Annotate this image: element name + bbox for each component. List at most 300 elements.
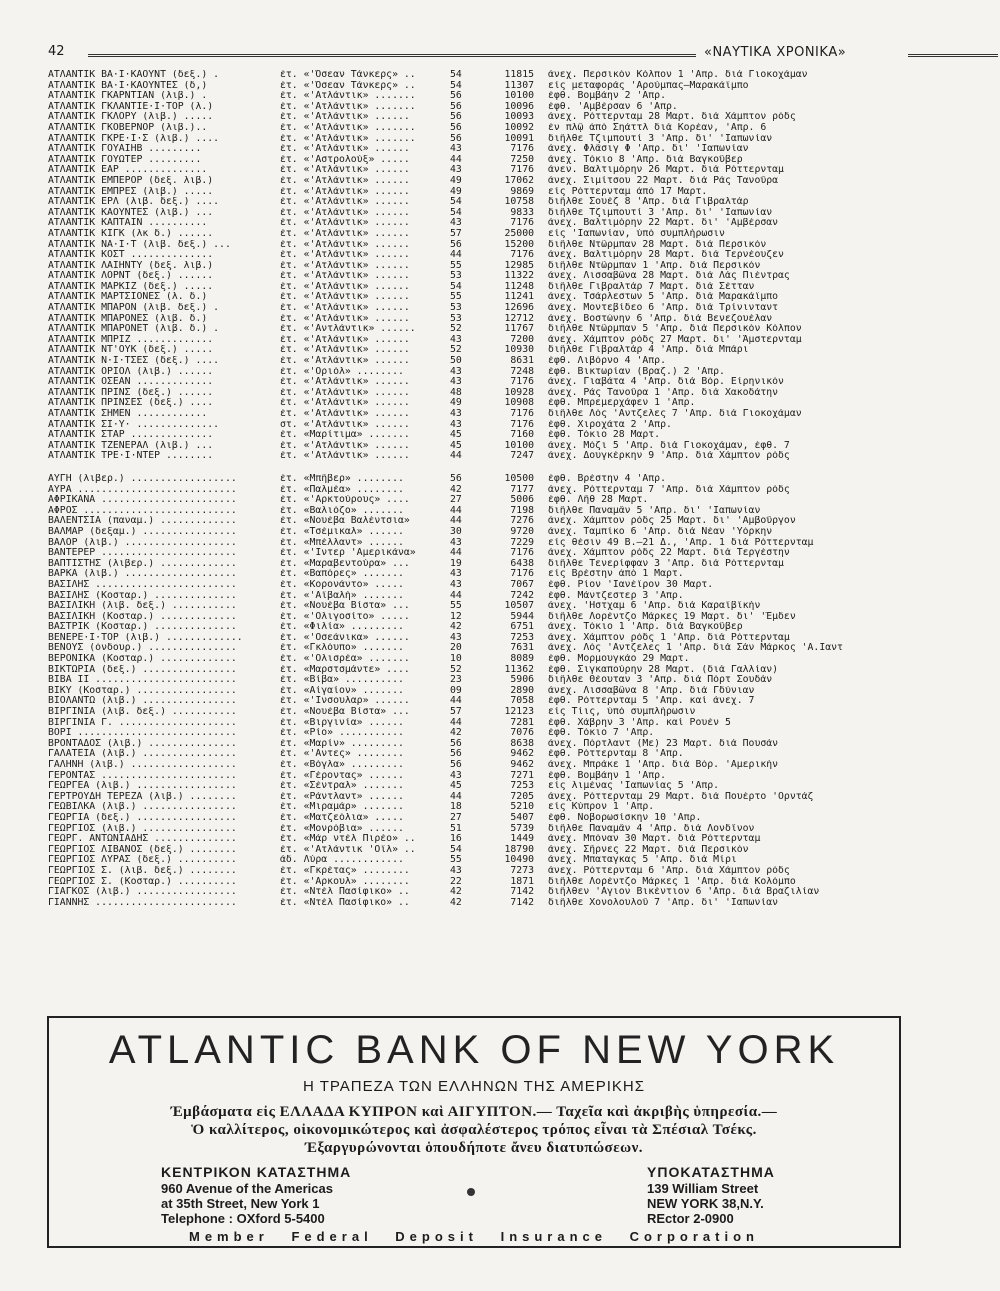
position-status: άνεχ. Τσάρλεστων 5 'Απρ. διὰ Μαρακάϊμπο [548,292,779,303]
owner-company: έτ. «'Ατλάντικ» ...... [280,313,410,324]
tonnage: 7176 [510,218,534,229]
branch-phone: REctor 2-0900 [647,1211,734,1226]
owner-company: έτ. «'Αρκουλ» ........ [280,876,410,887]
ship-name: ΑΤΛΑΝΤΙΚ ΠΡΙΝΣΕΣ (δεξ.) .... [48,398,214,409]
page-header [48,44,948,66]
main-branch-address-1: 960 Avenue of the Americas [161,1181,333,1196]
ship-row [48,771,948,782]
ship-name: ΓΙΑΓΚΟΣ (λιβ.) ................. [48,887,237,898]
tonnage: 9462 [510,760,534,770]
ship-row [48,633,948,644]
ship-row [48,165,948,176]
build-year: 44 [450,516,462,527]
ship-name: ΑΤΛΑΝΤΙΚ ΓΟΥΩΤΕΡ ......... [48,154,202,165]
build-year: 52 [450,664,462,675]
build-year: 56 [450,101,462,112]
branch-heading: ΥΠΟΚΑΤΑΣΤΗΜΑ [647,1164,775,1180]
position-status: είς Βρέστην ἀπὸ 1 Μαρτ. [548,569,684,580]
owner-company: έτ. «'Ατλάντικ» ...... [280,303,410,314]
ship-name: ΑΤΛΑΝΤΙΚ ΜΑΡΚΙΖ (δεξ.) ..... [48,281,214,292]
ship-name: ΑΥΡΑ ........................... [48,484,237,495]
tonnage: 7631 [510,643,534,654]
build-year: 55 [450,855,462,866]
build-year: 22 [450,876,462,887]
ship-name: ΒΑΣΙΛΗΣ (Κοσταρ.) .............. [48,590,237,601]
ship-name: ΓΑΛΗΝΗ (λιβ.) .................. [48,760,237,770]
ship-name: ΒΙΚΥ (Κοσταρ.) ................. [48,685,237,696]
ship-row [48,335,948,346]
ship-name: ΓΕΩΡΓΙΟΣ ΛΥΡΑΣ (δεξ.) .......... [48,855,237,866]
position-status: διῆλθε Θέουταν 3 'Απρ. διὰ Πὸρτ Σουδὰν [548,675,773,686]
ship-name: ΑΤΛΑΝΤΙΚ ΓΚΑΡΝΤΙΑΝ (λιβ.) . [48,91,208,102]
ship-name: ΑΤΛΑΝΤΙΚ ΜΠΡΙΖ ............. [48,334,214,345]
build-year: 45 [450,440,462,451]
tonnage: 11767 [504,324,534,335]
position-status: άνεχ. Μοντεβίδεο 6 'Απρ. διὰ Τρίνινταντ [548,303,779,314]
position-status: έφθ. Μορμουγκάο 29 Μαρτ. [548,654,690,665]
ship-row [48,601,948,612]
build-year: 23 [450,675,462,686]
owner-company: έτ. «'Ατλάντικ» ...... [280,356,410,367]
ship-row [48,675,948,686]
position-status: διῆλθε Ντῶρμπαν 28 Μαρτ. διὰ Περσικὸν [548,239,767,250]
build-year: 43 [450,144,462,155]
owner-company: έτ. «'Ατλάντικ» ...... [280,112,410,123]
build-year: 43 [450,632,462,643]
build-year: 48 [450,387,462,398]
tonnage: 7142 [510,887,534,898]
ship-row [48,409,948,420]
build-year: 43 [450,218,462,229]
position-status: διῆλθε Τζιμπουτί 3 'Απρ. δι' 'Ιαπωνίαν [548,133,773,144]
ship-name: ΒΑΛΜΑΡ (δεξαμ.) ................ [48,526,237,537]
ship-name: ΑΤΛΑΝΤΙΚ ΣΤΑΡ .............. [48,430,214,441]
ship-name: ΑΤΛΑΝΤΙΚ ΕΡΛ (λιβ. δεξ.) .... [48,197,220,208]
ship-name: ΑΤΛΑΝΤΙΚ ΕΜΠΕΡΟΡ (δεξ. λιβ.) [48,175,214,186]
tonnage: 1449 [510,834,534,845]
ship-row [48,70,948,81]
position-status: διῆλθε Παναμᾶν 4 'Απρ. διὰ Λονδῖνον [548,823,755,834]
build-year: 49 [450,398,462,409]
main-branch-heading: ΚΕΝΤΡΙΚΟΝ ΚΑΤΑΣΤΗΜΑ [161,1164,352,1180]
owner-company: έτ. «Τσέμικαλ» ...... [280,526,404,537]
ship-name: ΒΑΣΤΡΙΚ (Κοσταρ.) .............. [48,622,237,633]
position-status: άνεχ. Τόκιο 1 'Απρ. διὰ Βαγκοῦβερ [548,622,743,633]
owner-company: έτ. «Γέροντας» ...... [280,770,404,781]
tonnage: 11362 [504,664,534,675]
ship-name: ΒΑΣΙΛΗΣ ........................ [48,579,237,590]
position-status: έφθ. Χιροχάτα 2 'Απρ. [548,419,672,430]
position-status: έφθ. Σιγκαπούρην 28 Μαρτ. (διὰ Γαλλίαν) [548,664,779,675]
owner-company: έτ. «'Ατλάντικ» ...... [280,175,410,186]
build-year: 53 [450,313,462,324]
build-year: 54 [450,281,462,292]
build-year: 44 [450,250,462,261]
owner-company: έτ. «'Ατλάντικ» ...... [280,334,410,345]
tonnage: 10096 [504,101,534,112]
ship-row [48,208,948,219]
build-year: 54 [450,70,462,80]
position-status: άνεχ. Μόζι 5 'Απρ. διὰ Γιοκοχάμαν, έφθ. 7 [548,440,790,451]
ship-name: ΒΙΡΓΙΝΙΑ (λιβ. δεξ.) ........... [48,707,237,718]
journal-title: «ΝΑΥΤΙΚΑ ΧΡΟΝΙΚΑ» [704,45,847,60]
ship-row [48,314,948,325]
ship-row [48,282,948,293]
tonnage: 7200 [510,334,534,345]
ship-row [48,643,948,654]
tonnage: 17062 [504,175,534,186]
position-status: διῆλθε Ντῶρμπαν 5 'Απρ. διὰ Περσικὸν Κόλπον [548,324,802,335]
tonnage: 18790 [504,844,534,855]
position-status: διῆλθε Λὸς 'Αντζελες 7 'Απρ. διὰ Γιοκοχάμαν [548,409,802,419]
owner-company: έτ. «'Ατλάντικ» ...... [280,398,410,409]
owner-company: άδ. Λύρα ............ [280,855,404,866]
bank-subtitle: Η ΤΡΑΠΕΖΑ ΤΩΝ ΕΛΛΗΝΩΝ ΤΗΣ ΑΜΕΡΙΚΗΣ [302,1078,645,1095]
ship-name: ΓΕΡΤΡΟΥΔΗ ΤΕΡΕΖΑ (λιβ.) ........ [48,791,237,802]
tonnage: 9833 [510,207,534,218]
ship-row [48,548,948,559]
ship-row [48,866,948,877]
build-year: 09 [450,685,462,696]
build-year: 44 [450,696,462,707]
tonnage: 9720 [510,526,534,537]
bank-name: ATLANTIC BANK OF NEW YORK [108,1028,840,1072]
position-status: έφθ. 'Αμβέρσαν 6 'Απρ. [548,101,678,112]
tonnage: 7273 [510,865,534,876]
ship-name: ΑΤΛΑΝΤΙΚ ΜΠΑΡΟΝ (λιβ. δεξ.) . [48,303,220,314]
tonnage: 10093 [504,112,534,123]
build-year: 43 [450,377,462,388]
ship-row [48,240,948,251]
owner-company: έτ. «Παλμέα» ........ [280,484,404,495]
tonnage: 7160 [510,430,534,441]
tonnage: 10758 [504,197,534,208]
ship-row [48,781,948,792]
position-status: άνεχ. Μπαταγκας 5 'Απρ. διὰ Μίρι [548,855,737,866]
build-year: 50 [450,356,462,367]
build-year: 44 [450,791,462,802]
ship-name: ΑΤΛΑΝΤΙΚ ΠΡΙΝΣ (δεξ.) ...... [48,387,214,398]
position-status: άνεχ. Ρόττερνταμ 7 'Απρ. διὰ Χάμπτον ρόδς [548,484,790,495]
position-status: άνεχ. Βαλτιμόρην 22 Μαρτ. δι' 'Αμβέρσαν [548,218,779,229]
ship-name: ΑΥΓΗ (λιβερ.) .................. [48,473,237,484]
ship-name: ΑΤΛΑΝΤΙΚ ΚΑΟΥΝΤΕΣ (λιβ.) ... [48,207,214,218]
position-status: διῆλθε Τζιμπουτί 3 'Απρ. δι' 'Ιαπωνίαν [548,207,773,218]
tonnage: 9462 [510,749,534,760]
tonnage: 7142 [510,897,534,908]
ship-row [48,760,948,771]
ship-row [48,345,948,356]
position-status: άνεν. Βαλτιμόρην 26 Μαρτ. διὰ Ρόττερνταμ [548,165,784,176]
position-status: άνεχ. Περσικὸν Κόλπον 1 'Απρ. διὰ Γιοκοχάμαν [548,70,808,80]
build-year: 53 [450,271,462,282]
build-year: 42 [450,622,462,633]
ship-row [48,218,948,229]
ship-name: ΑΤΛΑΝΤΙΚ ΚΟΣΤ .............. [48,250,214,261]
ship-row [48,665,948,676]
ship-group [48,474,948,908]
ship-row [48,420,948,431]
ship-name: ΒΙΟΛΑΝΤΩ (λιβ.) ................ [48,696,237,707]
position-status: διῆλθε Παναμᾶν 5 'Απρ. δι' 'Ιαπωνίαν [548,505,761,516]
branch-address-1: 139 William Street [647,1181,759,1196]
build-year: 44 [450,590,462,601]
header-rule-right [908,54,998,57]
owner-company: έτ. «Μάρ ντέλ Πιρέο» .. [280,834,416,845]
build-year: 43 [450,409,462,419]
ship-name: ΓΕΩΡΓΙΟΣ Σ. (λιβ. δεξ.) ........ [48,865,237,876]
ship-name: ΓΕΩΡΓΙΟΣ ΛΙΒΑΝΟΣ (δεξ.) ........ [48,844,237,855]
position-status: άνεχ. Τόκιο 8 'Απρ. διὰ Βαγκοῦβερ [548,154,743,165]
owner-company: έτ. «Ματζεόλια» ..... [280,812,404,823]
ship-row [48,474,948,485]
position-status: έφθ. Βομβάην 2 'Απρ. [548,91,666,102]
build-year: 56 [450,473,462,484]
owner-company: έτ. «'Ολιγοσίτο» ..... [280,611,410,622]
ship-row [48,292,948,303]
tonnage: 7248 [510,366,534,377]
tonnage: 7176 [510,419,534,430]
tonnage: 5407 [510,812,534,823]
build-year: 43 [450,366,462,377]
build-year: 27 [450,495,462,506]
position-status: διῆλθε Τενερίφφαν 3 'Απρ. διὰ Ρόττερνταμ [548,558,784,569]
build-year: 19 [450,558,462,569]
header-rule-left [88,54,696,57]
ship-row [48,485,948,496]
tonnage: 7177 [510,484,534,495]
tonnage: 7176 [510,377,534,388]
build-year: 54 [450,197,462,208]
owner-company: έτ. «Σέντραλ» ....... [280,781,404,792]
ship-name: ΒΡΟΝΤΑΔΟΣ (λιβ.) ............... [48,738,237,749]
build-year: 56 [450,239,462,250]
owner-company: έτ. «Βίβα» .......... [280,675,404,686]
build-year: 52 [450,345,462,356]
tonnage: 11248 [504,281,534,292]
position-status: έφθ. Βρέστην 4 'Απρ. [548,473,666,484]
tonnage: 7271 [510,770,534,781]
owner-company: έτ. «Μαραβεντούρα» ... [280,558,410,569]
position-status: έφθ. Ρίον 'Ιανέϊρον 30 Μαρτ. [548,579,714,590]
tonnage: 7205 [510,791,534,802]
ship-row [48,718,948,729]
tonnage: 9869 [510,186,534,197]
position-status: έφθ. Μάντζεστερ 3 'Απρ. [548,590,684,601]
build-year: 56 [450,738,462,749]
position-status: άνεχ. Χάμπτον ρόδς 25 Μαρτ. δι' 'Αμβοῦργον [548,516,796,527]
tonnage: 12696 [504,303,534,314]
tonnage: 10908 [504,398,534,409]
build-year: 56 [450,112,462,123]
position-status: έφθ. Χάβρην 3 'Απρ. καὶ Ρουέν 5 [548,717,731,728]
tonnage: 7176 [510,165,534,176]
build-year: 43 [450,579,462,590]
build-year: 54 [450,207,462,218]
ship-row [48,580,948,591]
ship-row [48,134,948,145]
ship-row [48,527,948,538]
tonnage: 7176 [510,144,534,155]
owner-company: έτ. «'Ατλάντικ» ...... [280,271,410,282]
ship-row [48,855,948,866]
owner-company: έτ. «'Ατλάντικ» ...... [280,186,410,197]
owner-company: έτ. «'Ατλάντικ» ....... [280,91,416,102]
tonnage: 7253 [510,632,534,643]
bank-advertisement [47,1016,901,1248]
owner-company: έτ. «'Ατλάντικ» ...... [280,250,410,261]
build-year: 42 [450,728,462,739]
ship-name: ΒΟΡΙ ........................... [48,728,237,739]
ship-row [48,749,948,760]
ship-name: ΑΤΛΑΝΤΙΚ ΣΗΜΕΝ ............ [48,409,208,419]
build-year: 43 [450,770,462,781]
owner-company: έτ. «'Αϊβαλή» ....... [280,590,404,601]
ship-row [48,707,948,718]
owner-company: έτ. «'Ινσουλαρ» ...... [280,696,410,707]
position-status: έφθ. Βομβάην 1 'Απρ. [548,770,666,781]
tonnage: 10091 [504,133,534,144]
tonnage: 2890 [510,685,534,696]
build-year: 57 [450,707,462,718]
ship-row [48,612,948,623]
tonnage: 7242 [510,590,534,601]
tonnage: 7067 [510,579,534,590]
ship-name: ΒΑΡΚΑ (λιβ.) ................... [48,569,237,580]
tonnage: 11815 [504,70,534,80]
build-year: 44 [450,451,462,462]
position-status: άνεχ. Ρόττερνταμ 6 'Απρ. διὰ Χάμπτον ρόδς [548,865,790,876]
ship-name: ΑΤΛΑΝΤΙΚ ΤΡΕ·Ι·ΝΤΕΡ ........ [48,451,214,462]
tonnage: 8631 [510,356,534,367]
build-year: 56 [450,91,462,102]
owner-company: έτ. «Βιργινία» ...... [280,717,404,728]
ship-row [48,367,948,378]
owner-company: έτ. «'Ατλάντικ» ...... [280,377,410,388]
owner-company: έτ. «Νουέβα Βαλέντσια» [280,516,410,527]
tonnage: 7176 [510,548,534,559]
build-year: 56 [450,133,462,144]
build-year: 54 [450,80,462,91]
separator-dot [467,1188,475,1196]
position-status: είς Τίις, ὑπὸ συμπλήρωσιν [548,707,696,718]
position-status: έφθ. Λιβόρνο 4 'Απρ. [548,356,666,367]
owner-company: έτ. «'Ατλάντικ» ...... [280,165,410,176]
ship-name: ΓΕΩΡΓΕΑ (λιβ.) ................. [48,781,237,792]
tonnage: 10507 [504,601,534,612]
position-status: άνεχ. Ρόττερνταμ 29 Μαρτ. διὰ Πουέρτο 'Ορντάζ [548,791,814,802]
build-year: 20 [450,643,462,654]
ship-name: ΒΙΒΑ ΙΙ ........................ [48,675,237,686]
tonnage: 10500 [504,473,534,484]
owner-company: έτ. «Ρίο» ........... [280,728,404,739]
tonnage: 7076 [510,728,534,739]
owner-company: έτ. «'Ατλάντικ» ....... [280,133,416,144]
position-status: άνεχ. Ράς Τανοῦρα 1 'Απρ. διὰ Χακοδάτην [548,387,779,398]
ship-row [48,538,948,549]
build-year: 42 [450,484,462,495]
build-year: 43 [450,865,462,876]
owner-company: έτ. «'Ατλάντικ» ...... [280,218,410,229]
position-status: άνεχ. Γιαβάτα 4 'Απρ. διὰ Βόρ. Είρηνικὸν [548,377,784,388]
ship-name: ΓΕΡΟΝΤΑΣ ....................... [48,770,237,781]
tonnage: 7198 [510,505,534,516]
position-status: διῆλθε Ντῶρμπαν 1 'Απρ. διὰ Περσικὸν [548,260,761,271]
build-year: 57 [450,228,462,239]
owner-company: έτ. «Μονρόβια» ...... [280,823,404,834]
position-status: έν πλῷ ἀπὸ Σηάττλ διὰ Κορέαν, 'Απρ. 6 [548,122,767,133]
position-status: άνεχ. Ρόττερνταμ 28 Μαρτ. διὰ Χάμπτον ρόδς [548,112,796,123]
ship-row [48,123,948,134]
ship-row [48,144,948,155]
ship-row [48,388,948,399]
ship-row [48,176,948,187]
tonnage: 7276 [510,516,534,527]
tonnage: 8638 [510,738,534,749]
tonnage: 5944 [510,611,534,622]
tonnage: 7176 [510,250,534,261]
owner-company: στ. «'Ατλάντικ» ...... [280,419,410,430]
owner-company: έτ. «'Οσεάνικα» ...... [280,632,410,643]
owner-company: έτ. «Μαρίν» ......... [280,738,404,749]
ship-name: ΑΤΛΑΝΤΙΚ ΓΚΛΑΝΤΙΕ·Ι·ΤΟΡ (λ.) [48,101,214,112]
page-number: 42 [48,44,65,59]
position-status: είς Ρόττερνταμ ἀπὸ 17 Μαρτ. [548,186,708,197]
ship-name: ΒΑΝΤΕΡΕΡ ....................... [48,548,237,559]
ship-listing [48,70,948,908]
owner-company: έτ. «Βαλιόζο» ....... [280,505,404,516]
ship-name: ΑΤΛΑΝΤΙΚ ΜΑΡΤΣΙΟΝΕΣ (λ. δ.) [48,292,208,303]
ship-row [48,197,948,208]
position-status: είς 'Ιαπωνίαν, ὑπὸ συμπλήρωσιν [548,228,725,239]
position-status: διῆλθε Λορέντζο Μάρκες 1 'Απρ. διὰ Κολόμπο [548,876,796,887]
owner-company: έτ. «Γκλόυπο» ....... [280,643,404,654]
position-status: έφθ. Νοβορωσίσκην 10 'Απρ. [548,812,702,823]
tonnage: 10490 [504,855,534,866]
ship-name: ΑΤΛΑΝΤΙΚ ΕΜΠΡΕΣ (λιβ.) ..... [48,186,214,197]
ship-row [48,569,948,580]
owner-company: έτ. «'Ατλάντικ» ...... [280,228,410,239]
owner-company: έτ. «'Ατλάντικ» ...... [280,451,410,462]
ship-row [48,516,948,527]
ship-row [48,877,948,888]
build-year: 12 [450,611,462,622]
owner-company: έτ. «'Ατλάντικ» ...... [280,207,410,218]
position-status: άνεχ. Ταμπίκο 6 'Απρ. διὰ Νέαν 'Υόρκην [548,526,773,537]
ship-name: ΓΕΩΡΓΙΑ (δεξ.) ................. [48,812,237,823]
ship-row [48,430,948,441]
owner-company: έτ. «'Ατλάντικ» ....... [280,122,416,133]
ship-row [48,824,948,835]
ship-name: ΒΑΣΙΛΙΚΗ (λιβ. δεξ.) ........... [48,601,237,612]
build-year: 44 [450,548,462,559]
ship-name: ΒΕΡΟΝΙΚΑ (Κοσταρ.) ............. [48,654,237,665]
build-year: 43 [450,419,462,430]
ship-row [48,261,948,272]
build-year: 42 [450,887,462,898]
tonnage: 12985 [504,260,534,271]
ship-name: ΑΤΛΑΝΤΙΚ ΟΣΕΑΝ ............. [48,377,214,388]
tonnage: 7229 [510,537,534,548]
position-status: διῆλθε Λορέντζο Μάρκες 19 Μαρτ. δι' 'Έμδεν [548,611,796,622]
position-status: είς Κύπρον 1 'Απρ. [548,802,655,813]
ship-name: ΑΤΛΑΝΤΙΚ ΕΑΡ .............. [48,165,208,176]
build-year: 44 [450,505,462,516]
owner-company: έτ. «Φιλία» ......... [280,622,404,633]
owner-company: έτ. «Μαρίτιμα» ....... [280,430,410,441]
build-year: 55 [450,292,462,303]
position-status: άνεχ. Βοστώνην 6 'Απρ. διὰ Βενεζουέλαν [548,313,773,324]
